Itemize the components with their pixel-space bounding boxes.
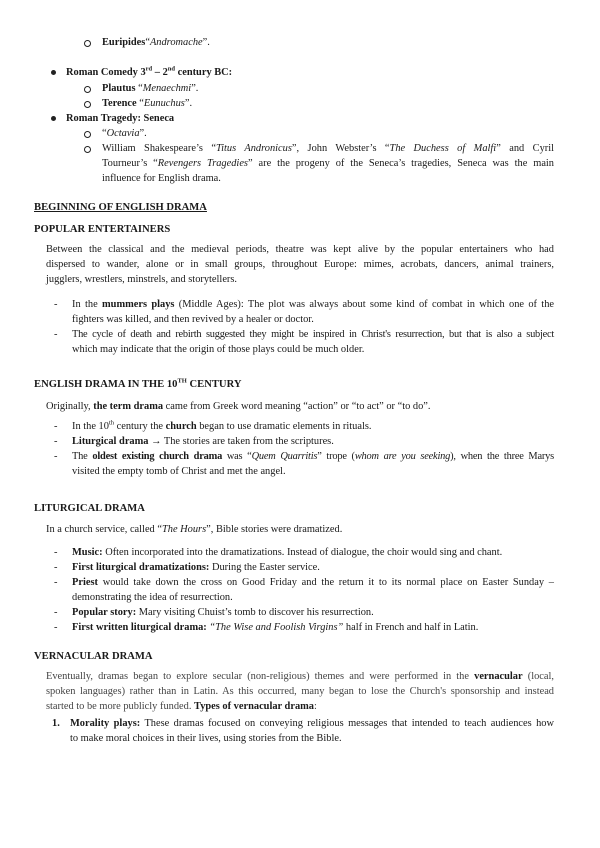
bullet-icon xyxy=(51,116,56,121)
list-item-octavia: “Octavia”. xyxy=(102,128,147,139)
list-item-cycle: The cycle of death and rebirth suggested they might be inspired in Christ's resurrection, but that is also a subject which may indicate that the origin of those plays could be much older. xyxy=(72,329,554,355)
list-item-mummers: In the mummers plays (Middle Ages): The plot was always about some kind of combat in which one of the fighters was killed, and then revived by a healer or doctor. xyxy=(72,299,555,325)
dash-bullet: - xyxy=(54,436,58,447)
paragraph-vernacular: Eventually, dramas began to explore secular (non-religious) themes and were performed in the vernacular (local, spoken languages) rather than in Latin. As this occurred, many began to lose the Church's sponsorship and instead started to be more publicly funded. Types of vernacular drama: xyxy=(46,671,554,712)
list-item-terence: Terence “Eunuchus”. xyxy=(102,98,193,109)
dash-bullet: - xyxy=(54,451,58,462)
list-item-first-dramatizations: First liturgical dramatizations: During the Easter service. xyxy=(72,562,320,573)
list-item-popular-story: Popular story: Mary visiting Chuist’s tomb to discover his resurrection. xyxy=(72,607,374,618)
section-heading-vernacular: VERNACULAR DRAMA xyxy=(34,651,153,662)
list-item-shakespeare: William Shakespeare’s “Titus Andronicus”, John Webster’s “The Duchess of Malfi” and Cyril Tourneur’s “Revengers Tragedies” are the progeny of the Seneca’s tragedies, Seneca was the main influence for English drama. xyxy=(102,143,555,184)
section-heading-tenth-century: ENGLISH DRAMA IN THE 10TH CENTURY xyxy=(34,377,242,390)
list-number: 1. xyxy=(52,718,60,729)
list-item-music: Music: Often incorporated into the dramatizations. Instead of dialogue, the choir would sing and chant. xyxy=(72,547,503,558)
list-item-liturgical: Liturgical drama → The stories are taken from the scriptures. xyxy=(72,436,334,447)
circle-bullet-icon xyxy=(84,146,91,153)
list-item-morality-plays: Morality plays: These dramas focused on conveying religious messages that intended to teach audiences how to make moral choices in their lives, using stories from the Bible. xyxy=(70,718,554,744)
paragraph-popular-entertainers: Between the classical and the medieval periods, theatre was kept alive by the popular entertainers who had dispersed to wander, alone or in small groups, throughout Europe: mimes, acrobats, dancers, animal trainers, jugglers, wrestlers, minstrels, and storytellers. xyxy=(46,244,554,285)
section-heading-beginning: BEGINNING OF ENGLISH DRAMA xyxy=(34,202,207,213)
list-item-roman-tragedy: Roman Tragedy: Seneca xyxy=(66,113,175,124)
dash-bullet: - xyxy=(54,607,58,618)
circle-bullet-icon xyxy=(84,86,91,93)
dash-bullet: - xyxy=(54,622,58,633)
dash-bullet: - xyxy=(54,577,58,588)
list-item-plautus: Plautus “Menaechmi”. xyxy=(102,83,199,94)
dash-bullet: - xyxy=(54,562,58,573)
circle-bullet-icon xyxy=(84,40,91,47)
circle-bullet-icon xyxy=(84,101,91,108)
list-item-oldest-drama: The oldest existing church drama was “Quem Quarritis” trope (whom are you seeking), when the three Marys visited the empty tomb of Christ and met the angel. xyxy=(72,451,554,477)
list-item-euripides: Euripides“Andromache”. xyxy=(102,37,210,48)
dash-bullet: - xyxy=(54,547,58,558)
list-item-first-written: First written liturgical drama: “The Wise and Foolish Virgins” half in French and half in Latin. xyxy=(72,622,479,633)
bullet-icon xyxy=(51,70,56,75)
dash-bullet: - xyxy=(54,329,58,340)
list-item-priest: Priest would take down the cross on Good Friday and the return it to its normal place on Easter Sunday – demonstrating the idea of resurrection. xyxy=(72,577,554,603)
paragraph-term-drama: Originally, the term drama came from Greek word meaning “action” or “to act” or “to do”. xyxy=(46,401,431,412)
paragraph-hours: In a church service, called “The Hours”, Bible stories were dramatized. xyxy=(46,524,343,535)
list-item-church: In the 10th century the church began to use dramatic elements in rituals. xyxy=(72,419,372,432)
section-heading-liturgical: LITURGICAL DRAMA xyxy=(34,503,145,514)
dash-bullet: - xyxy=(54,421,58,432)
dash-bullet: - xyxy=(54,299,58,310)
subheading-popular-entertainers: POPULAR ENTERTAINERS xyxy=(34,224,171,235)
list-item-roman-comedy: Roman Comedy 3rd – 2nd century BC: xyxy=(66,65,233,78)
circle-bullet-icon xyxy=(84,131,91,138)
